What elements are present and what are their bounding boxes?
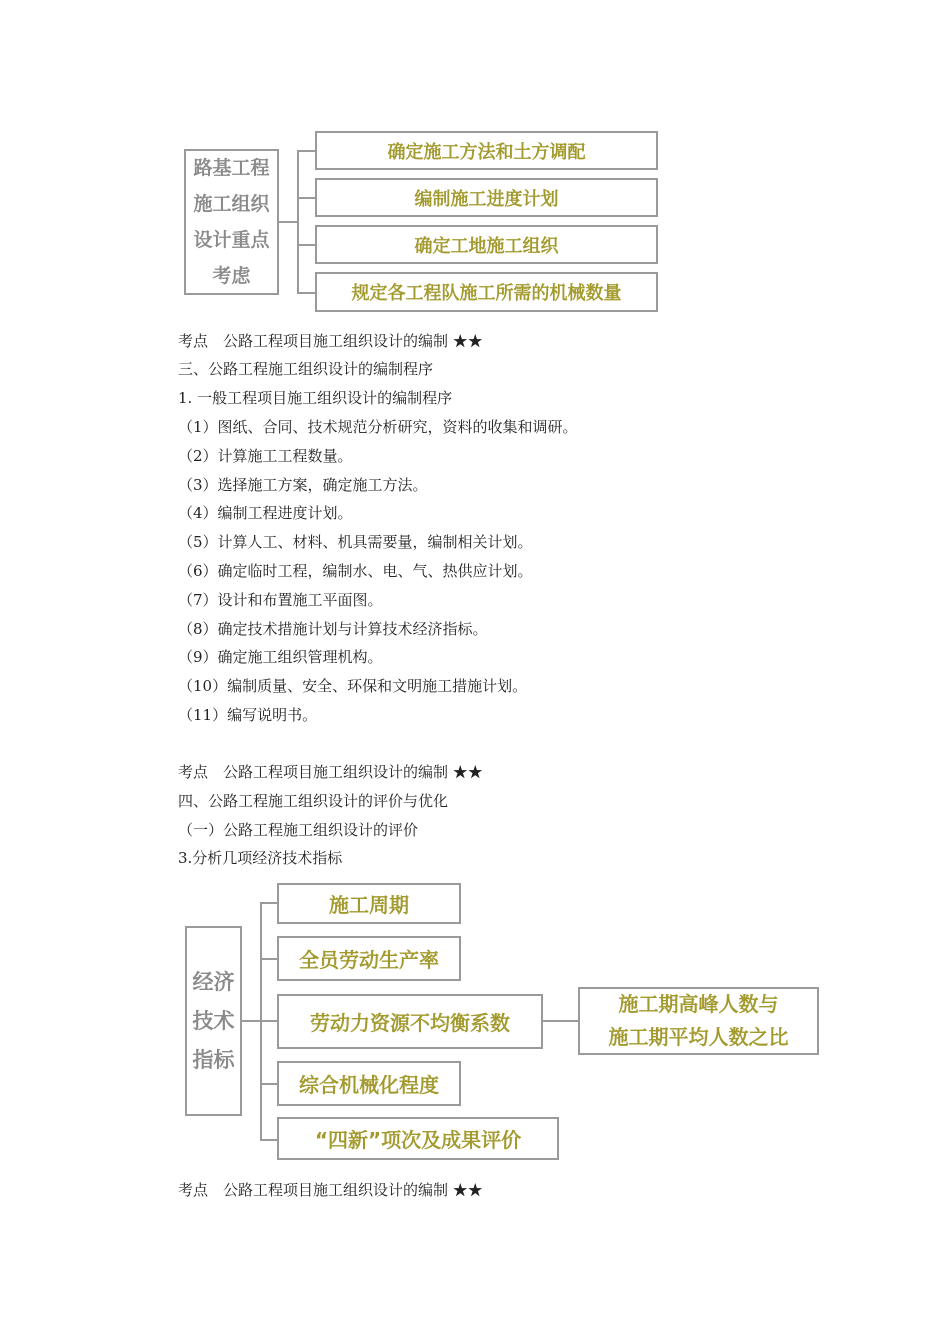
- diagram2-extra-line: 施工期高峰人数与: [618, 992, 779, 1016]
- diagram2-extra-line: 施工期平均人数之比: [608, 1025, 789, 1049]
- diagram1-child-label: 确定施工方法和土方调配: [387, 141, 586, 163]
- list-item: （7）设计和布置施工平面图。: [178, 591, 383, 609]
- diagram2-root-box: [185, 926, 242, 1116]
- section-heading: 四、公路工程施工组织设计的评价与优化: [178, 792, 449, 810]
- diagram1-root-line: 路基工程: [193, 157, 270, 179]
- list-item: （1）图纸、合同、技术规范分析研究，资料的收集和调研。: [178, 418, 578, 436]
- diagram2-child-box: [277, 1061, 461, 1106]
- diagram1-child-box: [315, 272, 658, 312]
- diagram2-child-label: 施工周期: [329, 893, 409, 917]
- connector-line: [260, 902, 277, 904]
- connector-line: [260, 1083, 277, 1085]
- connector-line: [297, 244, 315, 246]
- diagram1-child-label: 确定工地施工组织: [414, 235, 559, 257]
- diagram1-root-line: 考虑: [212, 265, 251, 287]
- kaodian-line: 考点 公路工程项目施工组织设计的编制 ★★: [178, 763, 483, 781]
- diagram2-child-box: [277, 1117, 559, 1160]
- list-item: （6）确定临时工程，编制水、电、气、热供应计划。: [178, 562, 533, 580]
- diagram1-root-line: 设计重点: [193, 229, 270, 251]
- connector-line: [297, 292, 315, 294]
- list-item: （2）计算施工工程数量。: [178, 447, 353, 465]
- section-heading: 三、公路工程施工组织设计的编制程序: [178, 360, 434, 378]
- diagram1-child-label: 编制施工进度计划: [414, 188, 559, 210]
- connector-line: [279, 221, 297, 223]
- diagram1-root-line: 施工组织: [193, 193, 270, 215]
- diagram1-child-box: [315, 178, 658, 217]
- diagram2-child-label: 全员劳动生产率: [299, 948, 439, 972]
- list-item: （9）确定施工组织管理机构。: [178, 648, 383, 666]
- diagram2-extra-box: [578, 987, 819, 1055]
- connector-line: [260, 1020, 277, 1022]
- list-item: （11）编写说明书。: [178, 706, 318, 724]
- list-item: （10）编制质量、安全、环保和文明施工措施计划。: [178, 677, 528, 695]
- connector-line: [543, 1020, 578, 1022]
- sub-heading: 3.分析几项经济技术指标: [178, 849, 343, 867]
- kaodian-line: 考点 公路工程项目施工组织设计的编制 ★★: [178, 332, 483, 350]
- diagram2-root-line: 经济: [192, 969, 235, 994]
- diagram2-child-box: [277, 936, 461, 981]
- list-item: （3）选择施工方案，确定施工方法。: [178, 476, 428, 494]
- diagram1-root-box: [184, 149, 279, 295]
- connector-line: [297, 150, 299, 292]
- diagram1-child-label: 规定各工程队施工所需的机械数量: [351, 283, 622, 304]
- diagram2-child-label: 综合机械化程度: [299, 1073, 439, 1097]
- diagram2-child-box: [277, 883, 461, 924]
- diagram2-child-label: “四新”项次及成果评价: [314, 1128, 522, 1152]
- diagram2-child-box: [277, 994, 543, 1049]
- list-item: （8）确定技术措施计划与计算技术经济指标。: [178, 620, 488, 638]
- list-item: （5）计算人工、材料、机具需要量，编制相关计划。: [178, 533, 533, 551]
- connector-line: [297, 150, 315, 152]
- diagram2-root-line: 技术: [192, 1008, 235, 1033]
- diagram2-root-line: 指标: [192, 1047, 235, 1072]
- connector-line: [260, 1139, 277, 1141]
- connector-line: [297, 197, 315, 199]
- kaodian-line: 考点 公路工程项目施工组织设计的编制 ★★: [178, 1181, 483, 1199]
- diagram1-child-box: [315, 131, 658, 170]
- diagram1-child-box: [315, 225, 658, 264]
- list-item: （4）编制工程进度计划。: [178, 504, 353, 522]
- connector-line: [260, 958, 277, 960]
- diagram2-child-label: 劳动力资源不均衡系数: [310, 1011, 510, 1035]
- sub-heading: （一）公路工程施工组织设计的评价: [178, 821, 419, 839]
- sub-heading: 1. 一般工程项目施工组织设计的编制程序: [178, 389, 453, 407]
- connector-line: [242, 1020, 260, 1022]
